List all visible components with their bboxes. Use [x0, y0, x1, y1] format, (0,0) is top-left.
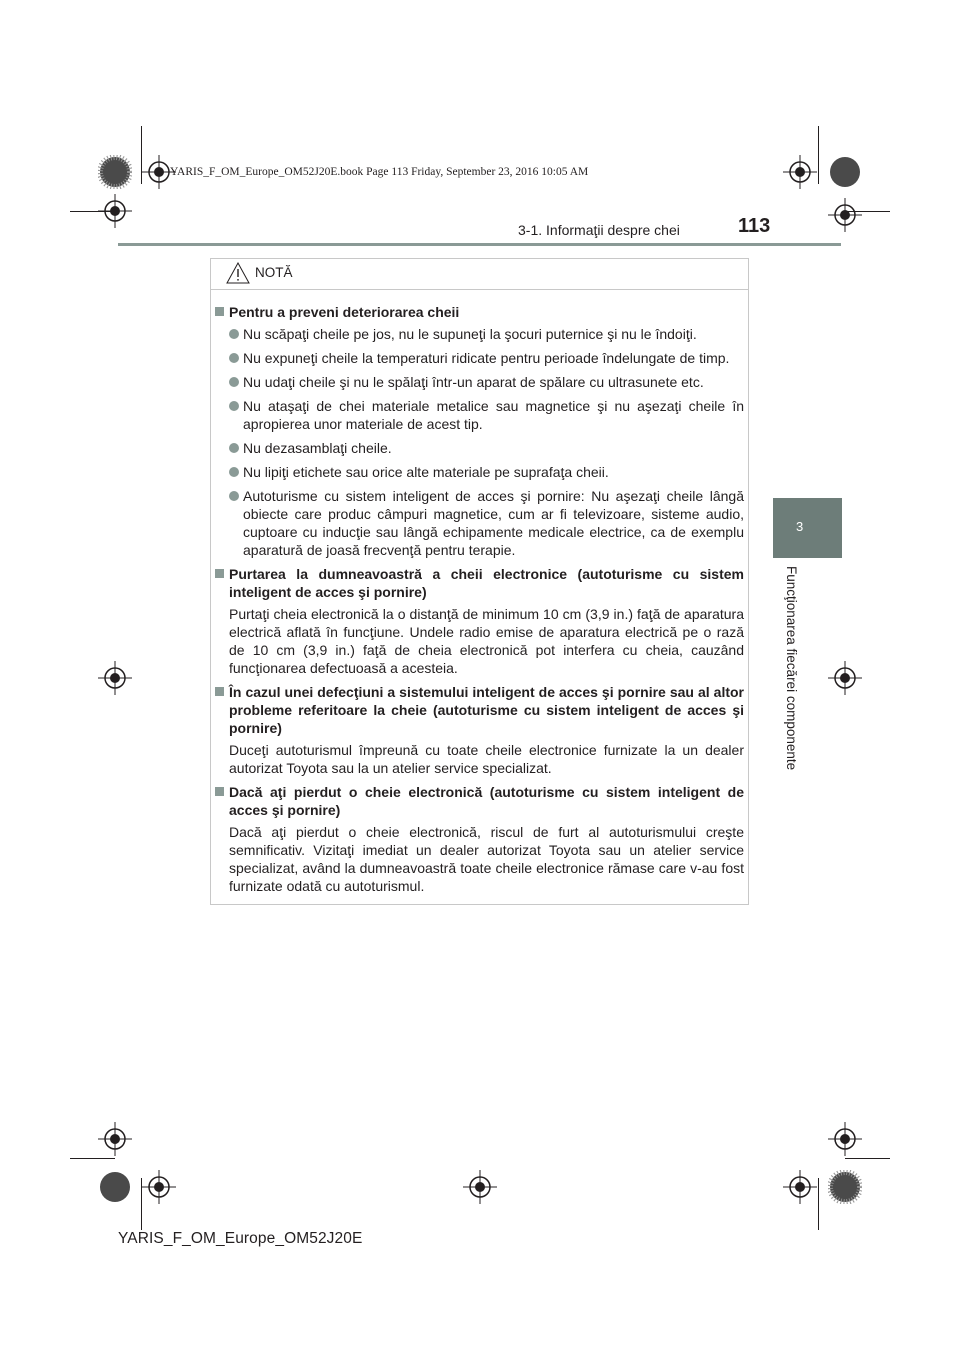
header-rule — [118, 243, 841, 246]
registration-mark-icon — [463, 1170, 497, 1204]
registration-mark-icon — [783, 155, 817, 189]
registration-mark-icon — [828, 661, 862, 695]
round-bullet-icon — [229, 491, 239, 501]
square-bullet-icon — [215, 687, 224, 696]
square-bullet-icon — [215, 307, 224, 316]
round-bullet-icon — [229, 353, 239, 363]
round-bullet-icon — [229, 401, 239, 411]
crop-line — [818, 126, 819, 184]
color-rosette-icon — [98, 1170, 132, 1204]
warning-triangle-icon — [226, 262, 250, 284]
chapter-number: 3 — [796, 519, 804, 534]
registration-mark-icon — [98, 1122, 132, 1156]
notice-label: NOTĂ — [255, 265, 293, 280]
registration-mark-icon — [783, 1170, 817, 1204]
crop-line — [70, 1158, 115, 1159]
page-number: 113 — [738, 215, 771, 237]
chapter-label: Funcţionarea fiecărei componente — [784, 566, 799, 771]
crop-line — [141, 1178, 142, 1230]
list-item — [215, 349, 744, 367]
list-item-text: Nu udaţi cheile şi nu le spălaţi într-un aparat de spălare cu ultrasunete etc. — [243, 374, 704, 390]
registration-mark-icon — [828, 198, 862, 232]
footer-doc-code: YARIS_F_OM_Europe_OM52J20E — [118, 1230, 363, 1247]
crop-line — [818, 1178, 819, 1230]
list-item-text: Nu ataşaţi de chei materiale metalice sau magnetice şi nu aşezaţi cheile în apropierea unor materiale de acest tip. — [243, 398, 744, 432]
section-heading — [215, 303, 744, 321]
registration-mark-icon — [828, 1122, 862, 1156]
square-bullet-icon — [215, 569, 224, 578]
notice-header — [211, 259, 748, 290]
section-paragraph: Purtaţi cheia electronică la o distanţă de minimum 10 cm (3,9 in.) faţă de aparatura electrică aflată în funcţiune. Undele radio emise de aparatura electrică pe o rază de 10 cm (3,9 in.) faţă de cheia electronică pot interfera cu cheia, cauzând funcţionarea defectuoasă a acesteia. — [229, 606, 744, 676]
heading-text: Pentru a preveni deteriorarea cheii — [229, 304, 460, 320]
color-rosette-icon — [828, 1170, 862, 1204]
list-item — [215, 487, 744, 559]
notice-content — [215, 303, 744, 901]
crop-line — [141, 126, 142, 184]
heading-text: Dacă aţi pierdut o cheie electronică (autoturisme cu sistem inteligent de acces şi pornire) — [229, 784, 744, 818]
list-item — [215, 325, 744, 343]
list-item — [215, 463, 744, 481]
round-bullet-icon — [229, 377, 239, 387]
registration-mark-icon — [142, 1170, 176, 1204]
list-item — [215, 439, 744, 457]
color-rosette-icon — [828, 155, 862, 189]
book-info: YARIS_F_OM_Europe_OM52J20E.book Page 113 Friday, September 23, 2016 10:05 AM — [170, 166, 589, 178]
notice-box — [210, 258, 749, 905]
chapter-tab — [773, 498, 842, 558]
section-heading — [215, 683, 744, 737]
list-item-text: Autoturisme cu sistem inteligent de acces şi pornire: Nu aşezaţi cheile lângă obiecte care produc câmpuri magnetice, cum ar fi televizoare, sisteme audio, cuptoare cu inducţie sau lângă echipamente medicale electrice, ca de exemplu aparatură de joasă frecvenţă pentru terapie. — [243, 488, 744, 558]
heading-text: Purtarea la dumneavoastră a cheii electronice (autoturisme cu sistem inteligent de acces şi pornire) — [229, 566, 744, 600]
list-item-text: Nu scăpaţi cheile pe jos, nu le supuneţi la şocuri puternice şi nu le îndoiţi. — [243, 326, 697, 342]
square-bullet-icon — [215, 787, 224, 796]
section-heading — [215, 565, 744, 601]
crop-line — [70, 211, 115, 212]
list-item — [215, 397, 744, 433]
round-bullet-icon — [229, 467, 239, 477]
list-item-text: Nu lipiţi etichete sau orice alte materiale pe suprafaţa cheii. — [243, 464, 609, 480]
round-bullet-icon — [229, 329, 239, 339]
color-rosette-icon — [98, 155, 132, 189]
crop-line — [845, 211, 890, 212]
section-paragraph: Dacă aţi pierdut o cheie electronică, riscul de furt al autoturismului creşte semnificativ. Vizitaţi imediat un dealer autorizat Toyota sau un atelier service specializat, având la dumneavoastră toate cheile electronice rămase care v-au fost furnizate odată cu autoturismul. — [229, 824, 744, 894]
list-item-text: Nu dezasamblaţi cheile. — [243, 440, 392, 456]
list-item — [215, 373, 744, 391]
crop-line — [845, 1158, 890, 1159]
section-heading — [215, 783, 744, 819]
section-title: 3-1. Informaţii despre chei — [518, 222, 680, 238]
registration-mark-icon — [98, 661, 132, 695]
section-paragraph: Duceţi autoturismul împreună cu toate cheile electronice furnizate la un dealer autorizat Toyota sau la un atelier service specializat. — [229, 742, 744, 776]
round-bullet-icon — [229, 443, 239, 453]
list-item-text: Nu expuneţi cheile la temperaturi ridicate pentru perioade îndelungate de timp. — [243, 350, 730, 366]
heading-text: În cazul unei defecţiuni a sistemului inteligent de acces şi pornire sau al altor probleme referitoare la cheie (autoturisme cu sistem inteligent de acces şi pornire) — [229, 684, 744, 736]
